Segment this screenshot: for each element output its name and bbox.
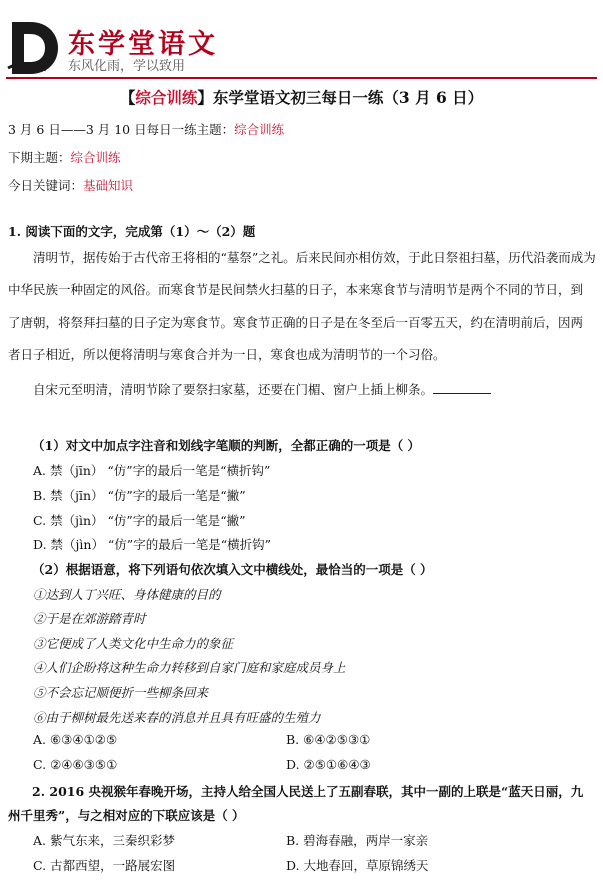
- sub2-item-3: ③它便成了人类文化中生命力的象征: [33, 636, 234, 651]
- sub2-option-b: B. ⑥④②⑤③①: [286, 732, 371, 747]
- page-title: [0, 86, 603, 108]
- title-rest: 东学堂语文初三每日一练（3 月 6 日）: [212, 88, 484, 107]
- meta-keyword: [8, 176, 133, 194]
- sub2-item-2: ②于是在郊游踏青时: [33, 611, 146, 626]
- meta-next: [8, 148, 121, 166]
- meta-next-prefix: 下期主题：: [8, 150, 71, 165]
- q1-heading: 1. 阅读下面的文字，完成第（1）～（2）题: [8, 224, 256, 239]
- sub2-item-4: ④人们企盼将这种生命力转移到自家门庭和家庭成员身上: [33, 660, 346, 675]
- sub1-stem: （1）对文中加点字注音和划线字笔顺的判断，全都正确的一项是（ ）: [32, 438, 421, 453]
- meta-range: [8, 120, 284, 138]
- title-open-bracket: 【: [119, 88, 136, 107]
- q1-para2-text: 自宋元至明清，清明节除了要祭扫家墓，还要在门楣、窗户上插上柳条。: [33, 382, 434, 397]
- d-logo-icon: [6, 18, 62, 76]
- brand-title: 东学堂语文: [68, 29, 218, 60]
- q2-option-a: A. 紫气东来，三秦织彩梦: [33, 833, 175, 848]
- meta-keyword-value: 基础知识: [83, 178, 134, 193]
- header-divider: [6, 77, 597, 79]
- sub1-option-d: D. 禁（jìn） “仿”字的最后一笔是“横折钩”: [33, 537, 271, 552]
- meta-next-topic: 综合训练: [70, 150, 121, 165]
- sub1-option-a: A. 禁（jīn） “仿”字的最后一笔是“横折钩”: [33, 463, 271, 478]
- meta-range-prefix: 3 月 6 日——3 月 10 日每日一练主题：: [8, 122, 235, 137]
- sub2-item-6: ⑥由于柳树最先送来春的消息并且具有旺盛的生殖力: [33, 710, 321, 725]
- sub2-option-d: D. ②⑤①⑥④③: [286, 757, 371, 772]
- answer-blank: [433, 381, 491, 394]
- q1-para2: [33, 380, 491, 400]
- sub2-option-c: C. ②④⑥③⑤①: [33, 757, 118, 772]
- sub2-item-5: ⑤不会忘记顺便折一些柳条回来: [33, 685, 209, 700]
- q2-option-c: C. 古都西望，一路展宏图: [33, 858, 176, 873]
- meta-keyword-prefix: 今日关键词：: [8, 178, 84, 193]
- q1-para1-line3: 了唐朝，将祭拜扫墓的日子定为寒食节。寒食节正确的日子是在冬至后一百零五天，约在清明前后，因两: [8, 315, 584, 330]
- brand-slogan: 东风化雨，学以致用: [68, 59, 186, 74]
- meta-range-topic: 综合训练: [234, 122, 285, 137]
- sub1-option-b: B. 禁（jīn） “仿”字的最后一笔是“撇”: [33, 488, 246, 503]
- q2-option-d: D. 大地春回，草原锦绣天: [286, 858, 429, 873]
- q1-para1-line4: 者日子相近，所以便将清明与寒食合并为一日，寒食也成为清明节的一个习俗。: [8, 347, 446, 362]
- sub2-stem: （2）根据语意，将下列语句依次填入文中横线处，最恰当的一项是（ ）: [32, 562, 433, 577]
- q2-heading-line2: 州千里秀”，与之相对应的下联应该是（ ）: [8, 808, 245, 823]
- title-close-bracket: 】: [197, 88, 213, 107]
- q1-para1-line1: 清明节，据传始于古代帝王将相的“墓祭”之礼。后来民间亦相仿效，于此日祭祖扫墓，历代沿袭而成为: [33, 250, 596, 265]
- sub2-item-1: ①达到人丁兴旺、身体健康的目的: [33, 587, 221, 602]
- q2-heading-line1: 2. 2016 央视猴年春晚开场，主持人给全国人民送上了五副春联，其中一副的上联是“蓝天日丽，九: [32, 784, 584, 799]
- sub2-option-a: A. ⑥③④①②⑤: [33, 732, 118, 747]
- q1-para1-line2: 中华民族一种固定的风俗。而寒食节是民间禁火扫墓的日子，本来寒食节与清明节是两个不同的节日，到: [8, 282, 584, 297]
- sub1-option-c: C. 禁（jìn） “仿”字的最后一笔是“撇”: [33, 513, 246, 528]
- title-tag: 综合训练: [135, 88, 198, 107]
- q2-option-b: B. 碧海春融，两岸一家亲: [286, 833, 429, 848]
